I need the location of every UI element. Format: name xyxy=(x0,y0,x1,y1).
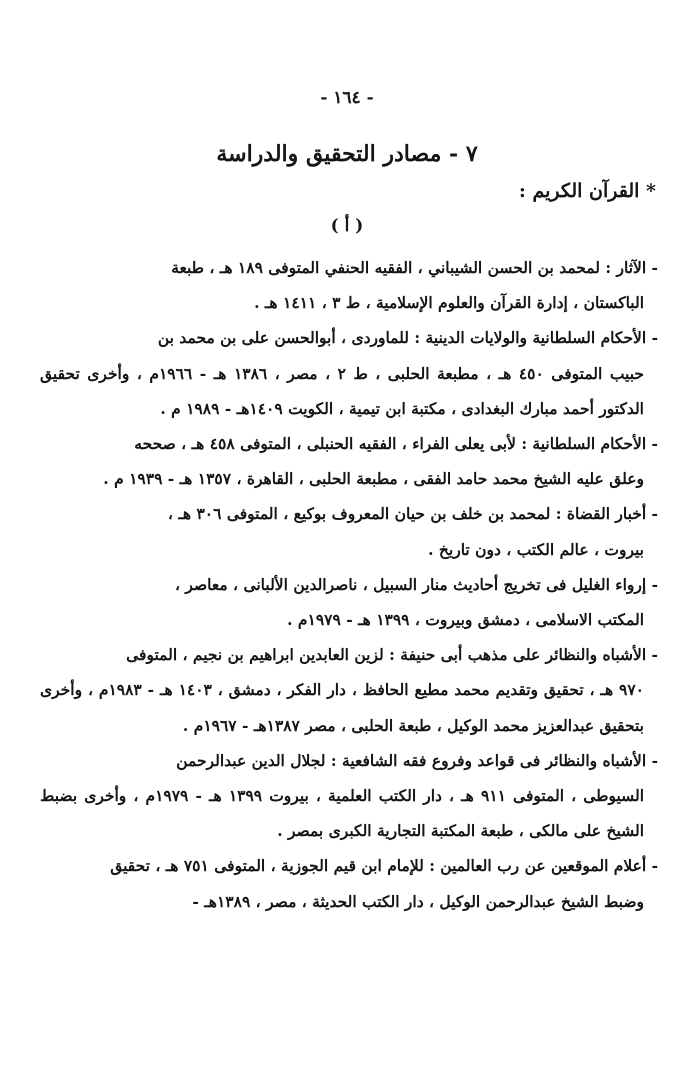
entry-continuation: السيوطى ، المتوفى ٩١١ هـ ، دار الكتب العلمية ، بيروت ١٣٩٩ هـ - ١٩٧٩م ، وأخرى بضبط الشيخ على مالكى ، طبعة المكتبة التجارية الكبرى بمصر . xyxy=(40,786,645,841)
entry-first-line: - أعلام الموقعين عن رب العالمين : للإمام ابن قيم الجوزية ، المتوفى ٧٥١ هـ ، تحقيق xyxy=(110,856,658,876)
bibliography-entry xyxy=(40,496,658,566)
alphabet-letter-heading: ( أ ) xyxy=(330,216,364,236)
bibliography-list xyxy=(40,250,658,919)
entry-continuation: وضبط الشيخ عبدالرحمن الوكيل ، دار الكتب الحديثة ، مصر ، ١٣٨٩هـ - xyxy=(192,891,644,911)
entry-continuation: ٩٧٠ هـ ، تحقيق وتقديم محمد مطيع الحافظ ، دار الفكر ، دمشق ، ١٤٠٣ هـ - ١٩٨٣م ، وأخرى بتحقيق عبدالعزيز محمد الوكيل ، طبعة الحلبى ، مصر ١٣٨٧هـ - ١٩٦٧م . xyxy=(40,680,645,735)
entry-first-line: - إرواء الغليل فى تخريج أحاديث منار السبيل ، ناصرالدين الألبانى ، معاصر ، xyxy=(175,574,658,594)
entry-first-line: - الأحكام السلطانية والولايات الدينية : للماوردى ، أبوالحسن على بن محمد بن xyxy=(157,328,658,348)
entry-first-line: - الآثار : لمحمد بن الحسن الشيباني ، الفقيه الحنفي المتوفى ١٨٩ هـ ، طبعة xyxy=(171,258,658,277)
entry-first-line: - الأشباه والنظائر فى قواعد وفروع فقه الشافعية : لجلال الدين عبدالرحمن xyxy=(176,750,658,770)
bibliography-entry xyxy=(40,250,658,320)
subsection-heading: * القرآن الكريم : xyxy=(518,180,656,202)
entry-first-line: - أخبار القضاة : لمحمد بن خلف بن حيان المعروف بوكيع ، المتوفى ٣٠٦ هـ ، xyxy=(167,504,658,524)
entry-continuation: حبيب المتوفى ٤٥٠ هـ ، مطبعة الحلبى ، ط ٢ ، مصر ، ١٣٨٦ هـ - ١٩٦٦م ، وأخرى تحقيق الدكتور أحمد مبارك البغدادى ، مكتبة ابن تيمية ، الكويت ١٤٠٩هـ - ١٩٨٩ م . xyxy=(40,363,644,418)
entry-continuation: المكتب الاسلامى ، دمشق وبيروت ، ١٣٩٩ هـ - ١٩٧٩م . xyxy=(287,610,644,630)
entry-first-line: - الأشباه والنظائر على مذهب أبى حنيفة : لزين العابدين ابراهيم بن نجيم ، المتوفى xyxy=(126,645,658,665)
page-number: - ١٦٤ - xyxy=(320,88,374,108)
entry-first-line: - الأحكام السلطانية : لأبى يعلى الفراء ، الفقيه الحنبلى ، المتوفى ٤٥٨ هـ ، صححه xyxy=(134,434,658,454)
entry-continuation: الباكستان ، إدارة القرآن والعلوم الإسلامية ، ط ٣ ، ١٤١١ هـ . xyxy=(254,293,644,313)
entry-continuation: وعلق عليه الشيخ محمد حامد الفقى ، مطبعة الحلبى ، القاهرة ، ١٣٥٧ هـ - ١٩٣٩ م . xyxy=(103,469,644,489)
bibliography-entry xyxy=(40,743,658,849)
entry-continuation: بيروت ، عالم الكتب ، دون تاريخ . xyxy=(428,539,644,559)
bibliography-entry xyxy=(40,426,658,496)
section-heading: ٧ - مصادر التحقيق والدراسة xyxy=(216,141,478,167)
bibliography-entry xyxy=(40,637,658,743)
bibliography-entry xyxy=(40,848,658,918)
bibliography-entry xyxy=(40,320,658,426)
bibliography-entry xyxy=(40,567,658,637)
